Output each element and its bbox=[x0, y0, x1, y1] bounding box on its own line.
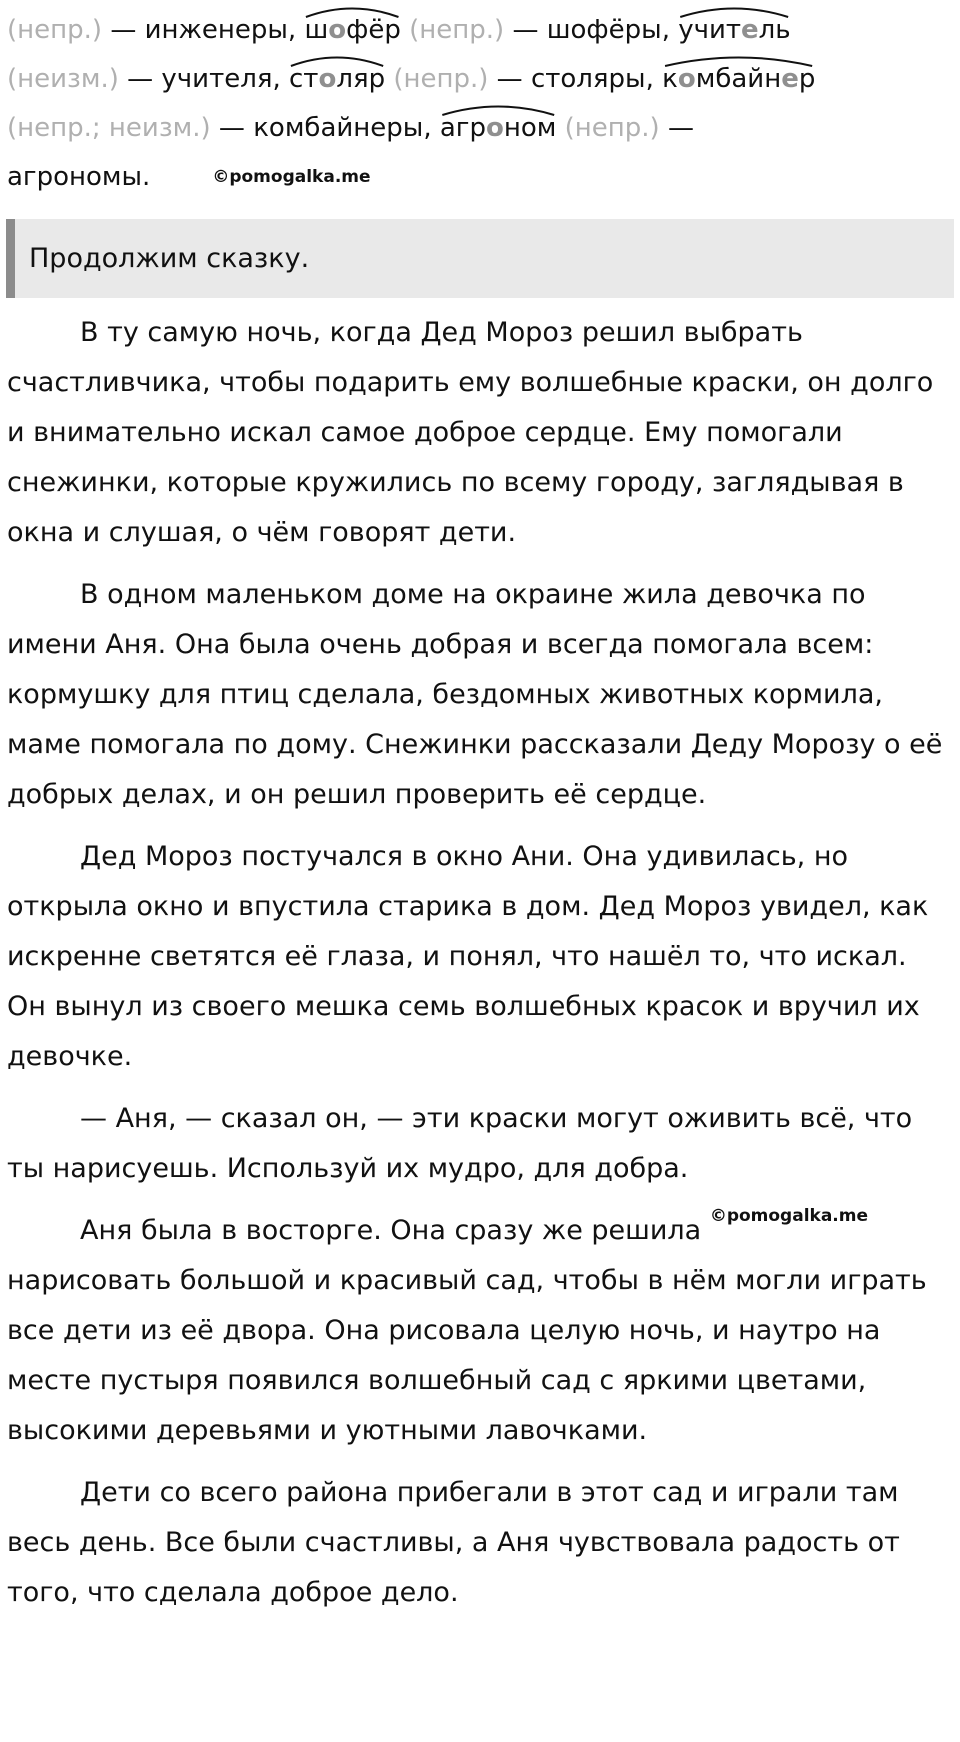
story-paragraph: В одном маленьком доме на окраине жила девочка по имени Аня. Она была очень добрая и всегда помогала всем: кормушку для птиц сделала, бездомных животных кормила, маме помогала по дому. Снежинки рассказали Деду Морозу о её добрых делах, и он решил проверить её сердце. bbox=[7, 579, 943, 810]
stressed-vowel: о bbox=[677, 64, 696, 94]
site-watermark: ©pomogalka.me bbox=[709, 1206, 869, 1226]
word-text: — столяры, bbox=[488, 64, 663, 94]
word-text: — комбайнеры, bbox=[210, 113, 440, 143]
site-watermark: ©pomogalka.me bbox=[212, 167, 371, 187]
root-arc-icon bbox=[678, 2, 790, 18]
section-heading: Продолжим сказку. bbox=[6, 219, 954, 298]
root-arc-icon bbox=[289, 51, 385, 67]
story-paragraph: Аня была в восторге. Она сразу же решила $^{©pomogalka.me}$ нарисовать большой и красивый сад, чтобы в нём могли играть все дети из её двора. Она рисовала целую ночь, и наутро на месте пустыря появился волшебный сад с яркими цветами, высокими деревьями и уютными лавочками. bbox=[7, 1206, 927, 1446]
story-paragraph: В ту самую ночь, когда Дед Мороз решил выбрать счастливчика, чтобы подарить ему волшебные краски, он долго и внимательно искал самое доброе сердце. Ему помогали снежинки, которые кружились по всему городу, заглядывая в окна и слушая, о чём говорят дети. bbox=[7, 317, 934, 548]
root-arc-icon bbox=[662, 51, 815, 67]
stressed-vowel: о bbox=[485, 113, 504, 143]
grammar-note: (неизм.) bbox=[7, 64, 119, 94]
word-kombainer: комбайнер bbox=[662, 55, 815, 104]
word-text: агрономы. bbox=[7, 162, 151, 192]
word-uchitel: учитель bbox=[678, 6, 790, 55]
word-forms-block bbox=[7, 6, 947, 202]
grammar-note: (непр.) bbox=[400, 15, 505, 45]
word-forms-line-1 bbox=[7, 6, 947, 55]
story-text bbox=[7, 308, 945, 1630]
grammar-note: (непр.) bbox=[556, 113, 660, 143]
story-paragraph: — Аня, — сказал он, — эти краски могут оживить всё, что ты нарисуешь. Используй их мудро, для добра. bbox=[7, 1103, 913, 1184]
root-arc-icon bbox=[440, 100, 557, 116]
root-arc-icon bbox=[304, 2, 400, 18]
story-paragraph: Дети со всего района прибегали в этот сад и играли там весь день. Все были счастливы, а Аня чувствовала радость от того, что сделала доброе дело. bbox=[7, 1477, 900, 1608]
stressed-vowel: о bbox=[328, 15, 347, 45]
grammar-note: (непр.) bbox=[7, 15, 103, 45]
word-text: — шофёры, bbox=[504, 15, 679, 45]
word-shofer: шофёр bbox=[304, 6, 400, 55]
grammar-note: (непр.) bbox=[385, 64, 489, 94]
story-paragraph: Дед Мороз постучался в окно Ани. Она удивилась, но открыла окно и впустила старика в дом. Дед Мороз увидел, как искренне светятся её глаза, и понял, что нашёл то, что искал. Он вынул из своего мешка семь волшебных красок и вручил их девочке. bbox=[7, 841, 929, 1072]
word-forms-line-2 bbox=[7, 55, 947, 104]
stressed-vowel: е bbox=[741, 15, 759, 45]
word-text: — инженеры, bbox=[102, 15, 305, 45]
word-text: — bbox=[659, 113, 694, 143]
grammar-note: (непр.; неизм.) bbox=[7, 113, 211, 143]
word-text: — учителя, bbox=[118, 64, 289, 94]
word-stolyar: столяр bbox=[289, 55, 385, 104]
stressed-vowel: о bbox=[318, 64, 337, 94]
word-forms-line-3 bbox=[7, 104, 947, 153]
word-agronom: агроном bbox=[440, 104, 557, 153]
stressed-vowel: е bbox=[781, 64, 799, 94]
word-forms-line-4 bbox=[7, 153, 947, 202]
